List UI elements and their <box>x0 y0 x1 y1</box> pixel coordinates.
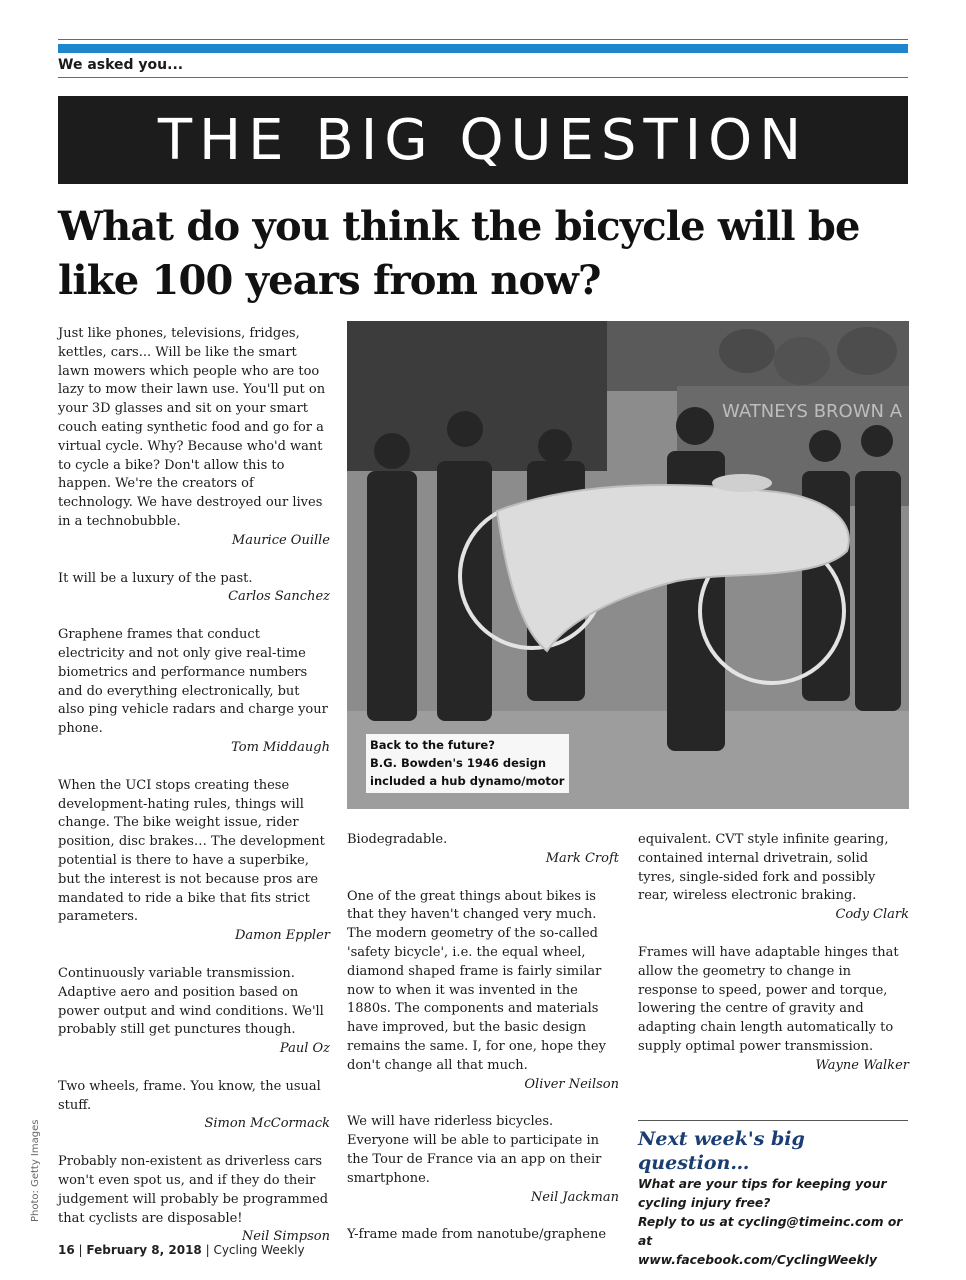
response-text: Graphene frames that conduct electricity and not only give real-time biometrics and performance numbers and do everything electronically, but also ping vehicle radars and charge your phone. <box>58 627 328 737</box>
top-rule <box>58 39 908 40</box>
response-author: Cody Clark <box>835 907 909 923</box>
response-text: Continuously variable transmission. Adaptive aero and position based on power output and wind conditions. We'll probably still get punctures though. <box>58 965 324 1038</box>
sign-lettering: WATNEYS BROWN A <box>722 401 903 422</box>
page-headline <box>58 200 908 308</box>
response-text: Frames will have adaptable hinges that allow the geometry to change in response to speed, power and torque, lowering the centre of gravity and adapting chain length automatically to supply optimal power transmission. <box>638 944 899 1054</box>
response-author: Damon Eppler <box>234 928 330 944</box>
next-week-rule <box>638 1120 908 1121</box>
response-author: Tom Middaugh <box>231 739 330 755</box>
banner <box>58 96 908 184</box>
footer-separator: | <box>74 1243 87 1257</box>
reader-response <box>58 965 330 1059</box>
magazine-name: Cycling Weekly <box>213 1243 305 1257</box>
response-text: equivalent. CVT style infinite gearing, contained internal drivetrain, solid tyres, single-sided fork and possibly rear, wireless electronic braking. <box>638 832 889 904</box>
response-text: Probably non-existent as driverless cars won't even spot us, and if they do their judgement will probably be programmed that cyclists are disposable! <box>58 1154 329 1226</box>
reader-response <box>347 888 619 1095</box>
issue-date: February 8, 2018 <box>86 1243 202 1257</box>
caption-line-2: B.G. Bowden's 1946 design <box>370 756 547 770</box>
response-text: One of the great things about bikes is that they haven't changed very much. The modern geometry of the so-called 'safety bicycle', i.e. the equal wheel, diamond shaped frame is fairly similar now to when it was invented in the 1880s. The components and materials have improved, but the basic design remains the same. I, for one, hope they don't change all that much. <box>347 888 606 1073</box>
kicker-rule <box>58 77 908 78</box>
response-text: It will be a luxury of the past. <box>58 570 253 586</box>
banner-title: THE BIG QUESTION <box>157 107 809 173</box>
reader-response <box>58 777 330 946</box>
section-kicker: We asked you... <box>58 57 184 73</box>
reader-response <box>58 325 330 551</box>
caption-line-3: included a hub dynamo/motor <box>370 774 565 788</box>
response-author: Mark Croft <box>545 850 619 866</box>
question-line-2: cycling injury free? <box>638 1196 771 1210</box>
photo-credit: Photo: Getty Images <box>30 1119 41 1222</box>
response-author: Paul Oz <box>279 1041 330 1057</box>
response-text: Two wheels, frame. You know, the usual stuff. <box>58 1078 321 1113</box>
column-2 <box>347 831 619 1264</box>
reader-response <box>58 570 330 608</box>
question-line-1: What are your tips for keeping your <box>638 1177 887 1191</box>
response-text: When the UCI stops creating these development-hating rules, things will change. The bike weight issue, rider position, disc brakes… The development potential is there to have a superbike, but the interest is not because pros are mandated to ride a bike that fits strict parameters. <box>58 777 325 925</box>
page-footer <box>58 1243 305 1257</box>
photo-caption <box>366 734 569 793</box>
page-number: 16 <box>58 1243 75 1257</box>
response-text: Just like phones, televisions, fridges, kettles, cars... Will be like the smart lawn mowers which people who are too lazy to mow their lawn use. You'll put on your 3D glasses and sit on your smart couch eating synthetic food and go for a virtual cycle. Why? Because who'd want to cycle a bike? Don't allow this to happen. We're the creators of technology. We have destroyed our lives in a technobubble. <box>58 326 326 529</box>
reader-response <box>58 1078 330 1134</box>
headline-line-2: like 100 years from now? <box>58 257 601 304</box>
response-author: Neil Simpson <box>241 1229 330 1245</box>
reader-response <box>347 1113 619 1207</box>
response-text: We will have riderless bicycles. Everyone will be able to participate in the Tour de France via an app on their smartphone. <box>347 1114 602 1186</box>
response-author: Simon McCormack <box>204 1116 330 1132</box>
reply-line-1[interactable]: Reply to us at cycling@timeinc.com or at <box>638 1215 903 1248</box>
reader-response <box>58 1153 330 1247</box>
response-author: Maurice Ouille <box>231 532 330 548</box>
next-week-title: Next week's big question… <box>638 1128 805 1174</box>
footer-separator: | <box>201 1243 214 1257</box>
response-author: Wayne Walker <box>815 1057 909 1073</box>
response-author: Oliver Neilson <box>524 1076 619 1092</box>
next-week-question <box>638 1175 908 1270</box>
blue-rule <box>58 44 908 53</box>
reader-response <box>347 831 619 869</box>
reader-response <box>347 1226 619 1245</box>
response-text: Y-frame made from nanotube/graphene <box>347 1227 607 1243</box>
headline-line-1: What do you think the bicycle will be <box>58 203 860 250</box>
response-author: Carlos Sanchez <box>228 589 330 605</box>
reply-line-2[interactable]: www.facebook.com/CyclingWeekly <box>638 1253 878 1267</box>
reader-response <box>58 626 330 758</box>
reader-response <box>638 831 909 925</box>
response-text: Biodegradable. <box>347 832 448 847</box>
reader-response <box>638 944 909 1076</box>
column-3 <box>638 831 909 1095</box>
caption-line-1: Back to the future? <box>370 738 495 752</box>
column-1 <box>58 325 330 1266</box>
response-author: Neil Jackman <box>530 1189 619 1205</box>
next-week-box <box>638 1120 908 1270</box>
